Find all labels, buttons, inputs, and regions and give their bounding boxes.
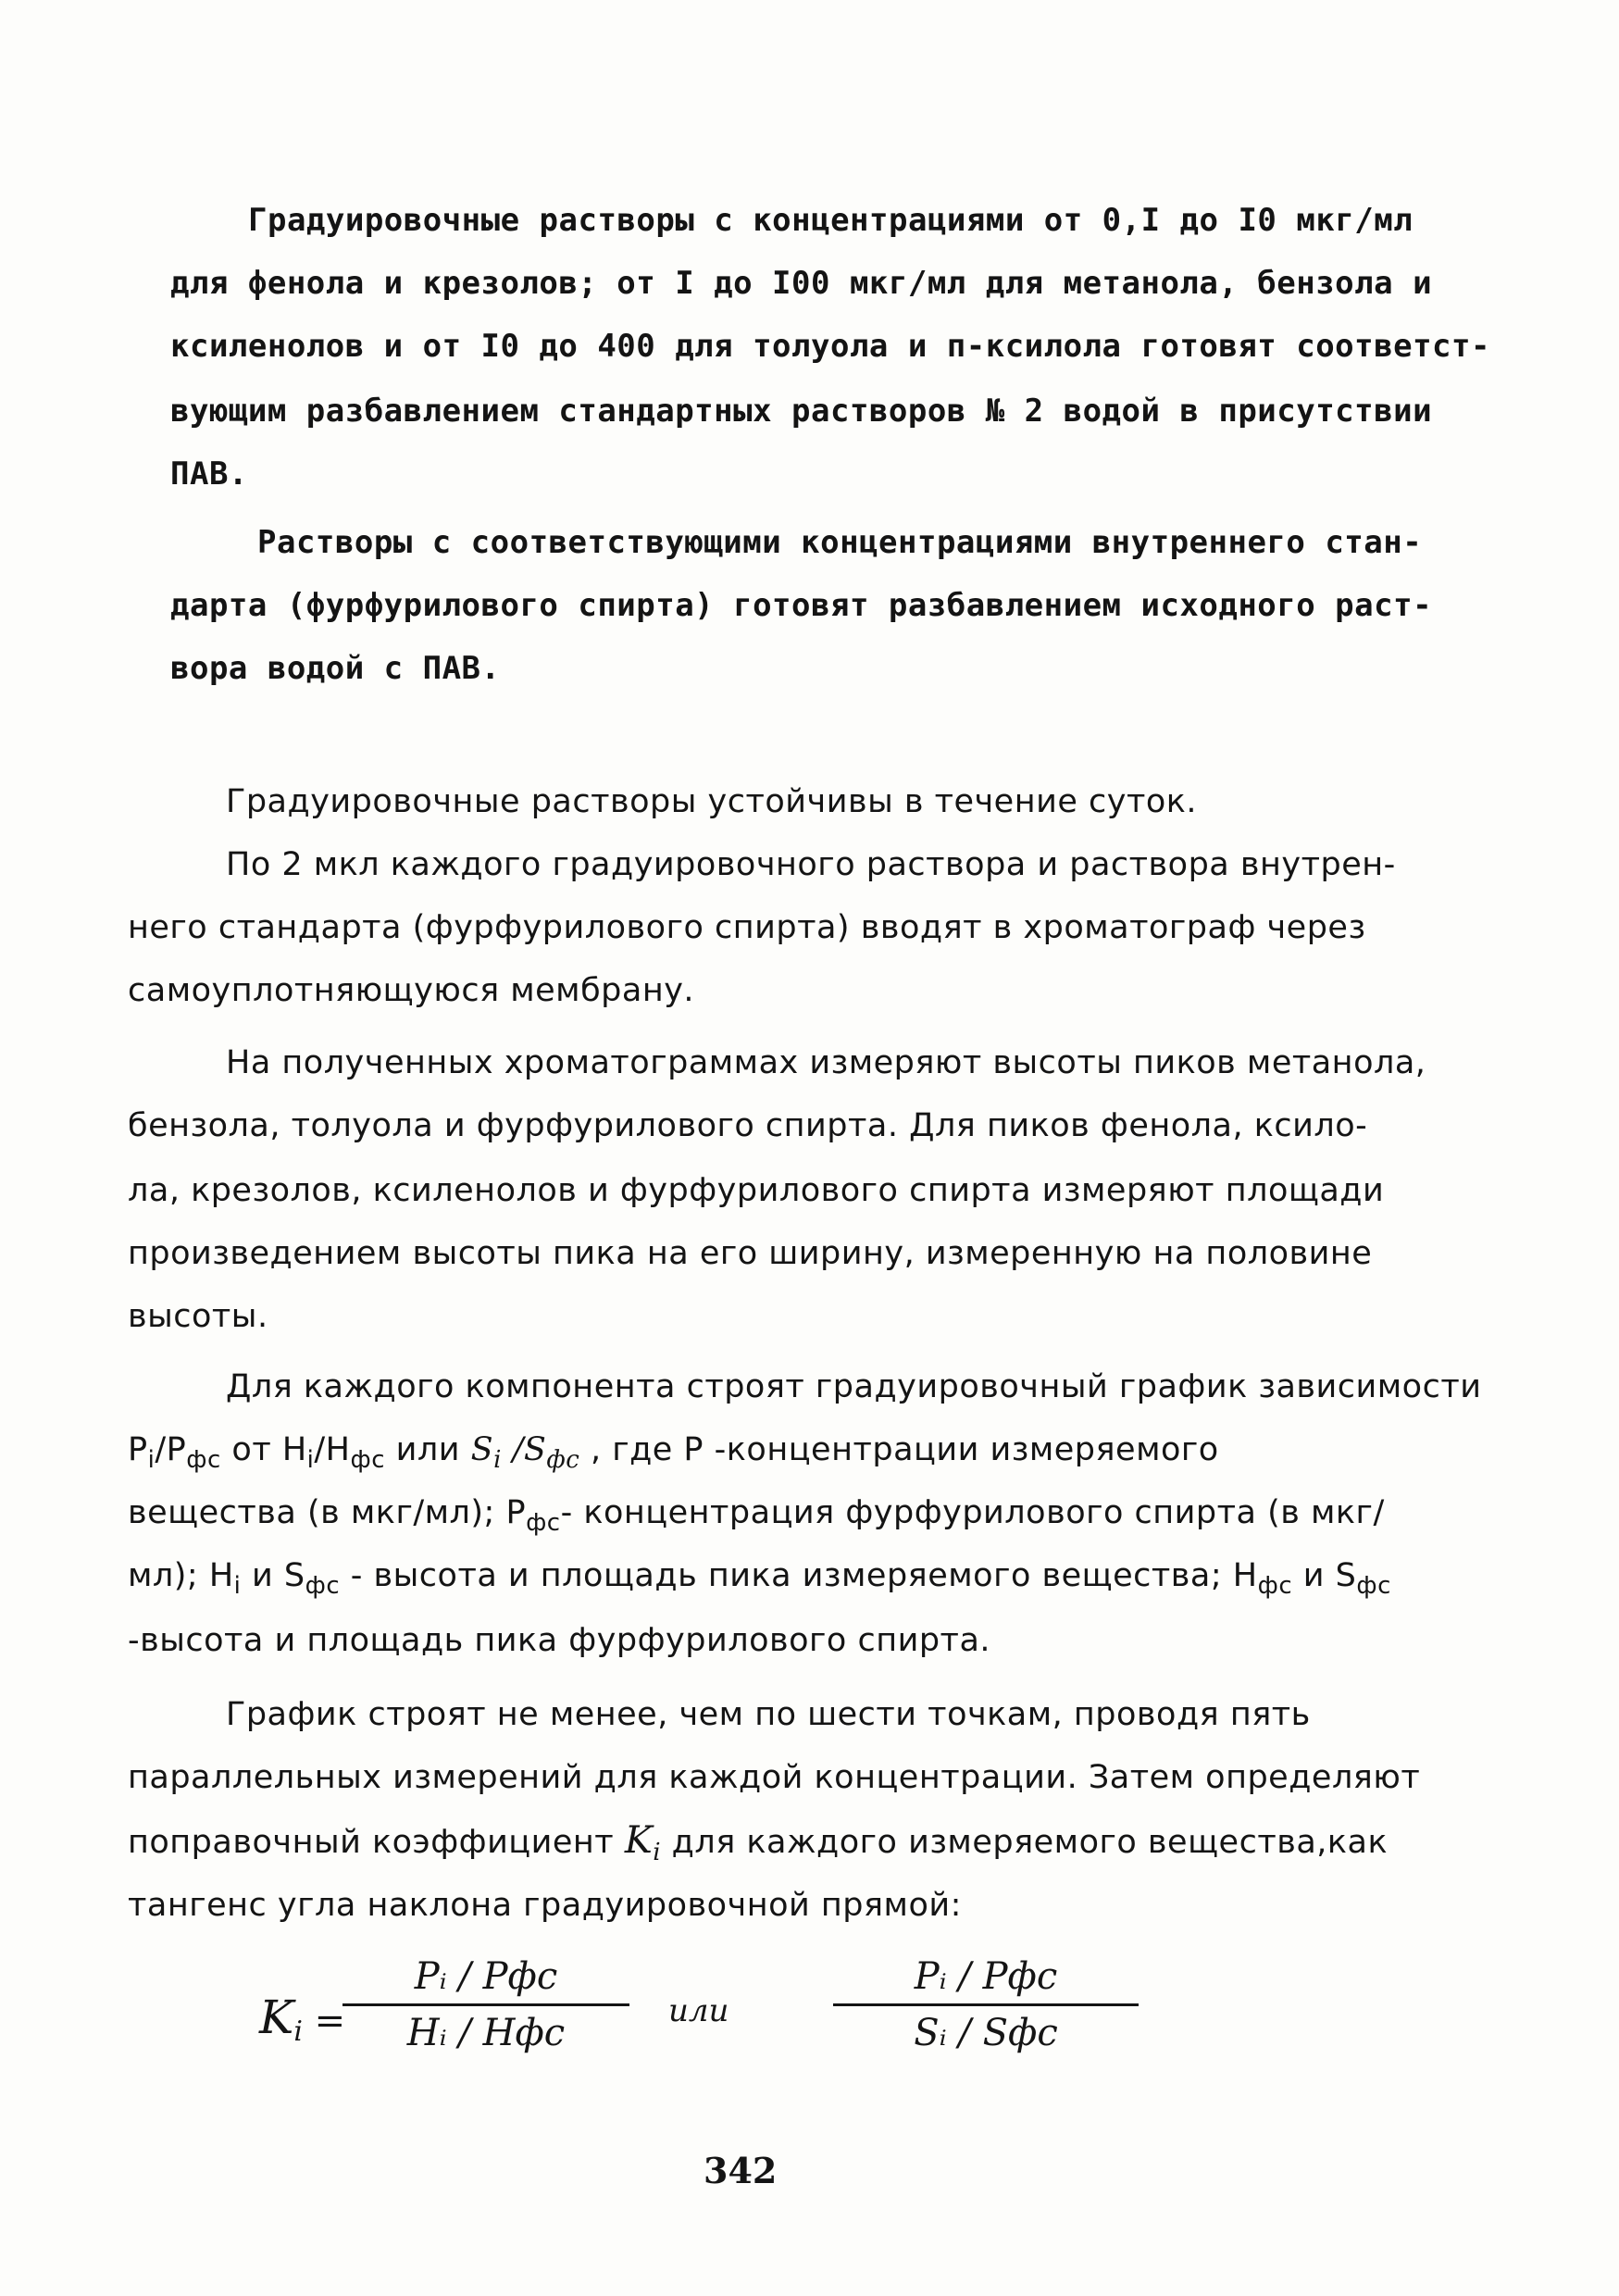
p7-line-3 (128, 1819, 1389, 1871)
p6-line-1: Для каждого компонента строят градуировочный график зависимости (226, 1368, 1482, 1405)
k-symbol: K (259, 1990, 294, 2044)
fraction-denominator: Hᵢ / Hфс (406, 2012, 566, 2054)
text-fragment: и S (241, 1557, 305, 1594)
p1-line-3: ксиленолов и от I0 до 400 для толуола и п-ксилола готовят соответст- (170, 328, 1490, 365)
p-symbol: P (128, 1431, 148, 1468)
p7-line-4: тангенс угла наклона градуировочной прямой: (128, 1887, 962, 1924)
text-fragment: от H (220, 1431, 307, 1468)
text-fragment: или (385, 1431, 471, 1468)
text-fragment: /P (155, 1431, 187, 1468)
text-fragment: мл); H (128, 1557, 234, 1594)
k-symbol: K (624, 1819, 654, 1862)
p1-line-4: вующим разбавлением стандартных растворов № 2 водой в присутствии (170, 393, 1433, 430)
subscript-i: i (493, 1446, 502, 1474)
subscript-fs: фс (1257, 1572, 1293, 1600)
text-fragment: поправочный коэффициент (128, 1824, 625, 1861)
p6-line-2 (128, 1431, 1219, 1479)
p4-line-2: него стандарта (фурфурилового спирта) вводят в хроматограф через (128, 909, 1366, 946)
subscript-i: i (653, 1839, 662, 1866)
subscript-fs: фс (546, 1446, 580, 1474)
subscript-fs: фс (305, 1572, 341, 1600)
subscript-fs: фс (350, 1446, 386, 1474)
formula-or: или (668, 1992, 729, 2029)
fraction-numerator: Pᵢ / Pфс (833, 1955, 1139, 2006)
formula-fraction-2 (833, 1955, 1139, 2054)
subscript-i: i (306, 1446, 315, 1474)
p6-line-4 (128, 1557, 1391, 1604)
p1-line-5: ПАВ. (170, 455, 248, 493)
subscript-fs: фс (186, 1446, 221, 1474)
s-symbol: /S (501, 1431, 547, 1468)
text-fragment: , где P -концентрации измеряемого (579, 1431, 1219, 1468)
formula-lhs (259, 1990, 345, 2048)
p2-line-2: дарта (фурфурилового спирта) готовят разбавлением исходного раст- (170, 587, 1433, 624)
text-fragment: вещества (в мкг/мл); P (128, 1494, 527, 1531)
p3-line-1: Градуировочные растворы устойчивы в течение суток. (226, 783, 1198, 820)
fraction-numerator: Pᵢ / Pфс (342, 1955, 629, 2006)
text-fragment: - высота и площадь пика измеряемого вещества; H (340, 1557, 1258, 1594)
subscript-i: i (293, 2015, 303, 2048)
p7-line-1: График строят не менее, чем по шести точкам, проводя пять (226, 1696, 1311, 1733)
text-fragment: - концентрация фурфурилового спирта (в мкг/ (560, 1494, 1385, 1531)
equals-sign: = (302, 2000, 346, 2042)
p5-line-2: бензола, толуола и фурфурилового спирта. Для пиков фенола, ксило- (128, 1107, 1368, 1144)
subscript-fs: фс (1356, 1572, 1391, 1600)
p2-line-1: Растворы с соответствующими концентрациями внутреннего стан- (257, 524, 1423, 561)
p5-line-3: ла, крезолов, ксиленолов и фурфурилового спирта измеряют площади (128, 1172, 1385, 1209)
p5-line-1: На полученных хроматограммах измеряют высоты пиков метанола, (226, 1044, 1426, 1081)
subscript-i: i (233, 1572, 242, 1600)
subscript-i: i (147, 1446, 156, 1474)
subscript-fs: фс (526, 1509, 561, 1537)
p6-line-3 (128, 1494, 1385, 1541)
p1-line-1: Градуировочные растворы с концентрациями от 0,I до I0 мкг/мл (248, 202, 1414, 239)
text-fragment: /H (314, 1431, 351, 1468)
text-fragment: для каждого измеряемого вещества,как (661, 1824, 1389, 1861)
p7-line-2: параллельных измерений для каждой концентрации. Затем определяют (128, 1759, 1421, 1796)
s-symbol: S (470, 1431, 494, 1468)
p2-line-3: вора водой с ПАВ. (170, 650, 501, 687)
p1-line-2: для фенола и крезолов; от I до I00 мкг/мл для метанола, бензола и (170, 265, 1433, 302)
formula-fraction-1 (342, 1955, 629, 2054)
p5-line-5: высоты. (128, 1298, 268, 1335)
p4-line-3: самоуплотняющуюся мембрану. (128, 972, 695, 1009)
p5-line-4: произведением высоты пика на его ширину, измеренную на половине (128, 1235, 1373, 1272)
fraction-denominator: Sᵢ / Sфс (914, 2012, 1058, 2054)
p6-line-5: -высота и площадь пика фурфурилового спирта. (128, 1622, 991, 1659)
text-fragment: и S (1292, 1557, 1357, 1594)
page-number: 342 (704, 2150, 778, 2191)
p4-line-1: По 2 мкл каждого градуировочного раствора и раствора внутрен- (226, 846, 1396, 883)
